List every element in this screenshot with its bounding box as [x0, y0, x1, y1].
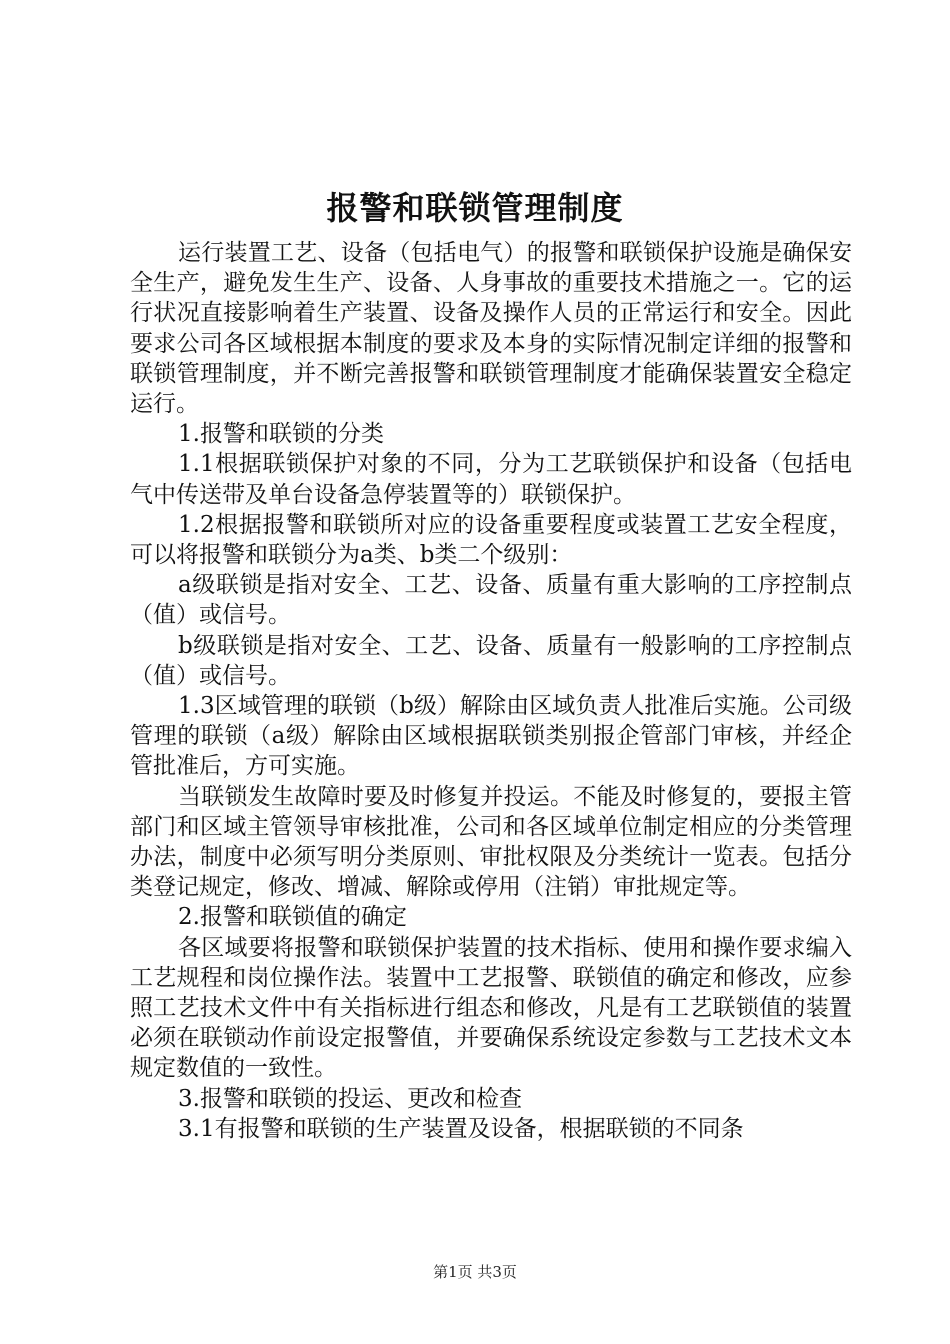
document-body — [130, 238, 852, 1144]
heading-section-1: 1.报警和联锁的分类 — [178, 421, 384, 448]
paragraph-1-2: 1.2根据报警和联锁所对应的设备重要程度或装置工艺安全程度，可以将报警和联锁分为a类、b类二个级别： — [130, 511, 852, 569]
paragraph-section-2: 各区域要将报警和联锁保护装置的技术指标、使用和操作要求编入工艺规程和岗位操作法。装置中工艺报警、联锁值的确定和修改，应参照工艺技术文件中有关指标进行组态和修改，凡是有工艺联锁值的装置必须在联锁动作前设定报警值，并要确保系统设定参数与工艺技术文本规定数值的一致性。 — [130, 934, 852, 1082]
paragraph-a-level: a级联锁是指对安全、工艺、设备、质量有重大影响的工序控制点（值）或信号。 — [130, 572, 852, 629]
page-number-footer: 第1页 共3页 — [433, 1263, 517, 1281]
paragraph-b-level: b级联锁是指对安全、工艺、设备、质量有一般影响的工序控制点（值）或信号。 — [130, 632, 852, 689]
paragraph-1-1: 1.1根据联锁保护对象的不同，分为工艺联锁保护和设备（包括电气中传送带及单台设备急停装置等的）联锁保护。 — [130, 451, 852, 508]
document-title: 报警和联锁管理制度 — [326, 189, 624, 227]
heading-section-2: 2.报警和联锁值的确定 — [178, 904, 407, 931]
heading-section-3: 3.报警和联锁的投运、更改和检查 — [178, 1085, 522, 1112]
paragraph-fault: 当联锁发生故障时要及时修复并投运。不能及时修复的，要报主管部门和区域主管领导审核批准，公司和各区域单位制定相应的分类管理办法，制度中必须写明分类原则、审批权限及分类统计一览表。包括分类登记规定，修改、增减、解除或停用（注销）审批规定等。 — [130, 783, 852, 901]
paragraph-3-1: 3.1有报警和联锁的生产装置及设备，根据联锁的不同条 — [178, 1115, 744, 1142]
paragraph-intro: 运行装置工艺、设备（包括电气）的报警和联锁保护设施是确保安全生产，避免发生生产、设备、人身事故的重要技术措施之一。它的运行状况直接影响着生产装置、设备及操作人员的正常运行和安全。因此要求公司各区域根据本制度的要求及本身的实际情况制定详细的报警和联锁管理制度，并不断完善报警和联锁管理制度才能确保装置安全稳定运行。 — [130, 240, 852, 418]
paragraph-1-3: 1.3区域管理的联锁（b级）解除由区域负责人批准后实施。公司级管理的联锁（a级）解除由区域根据联锁类别报企管部门审核，并经企管批准后，方可实施。 — [130, 693, 852, 780]
